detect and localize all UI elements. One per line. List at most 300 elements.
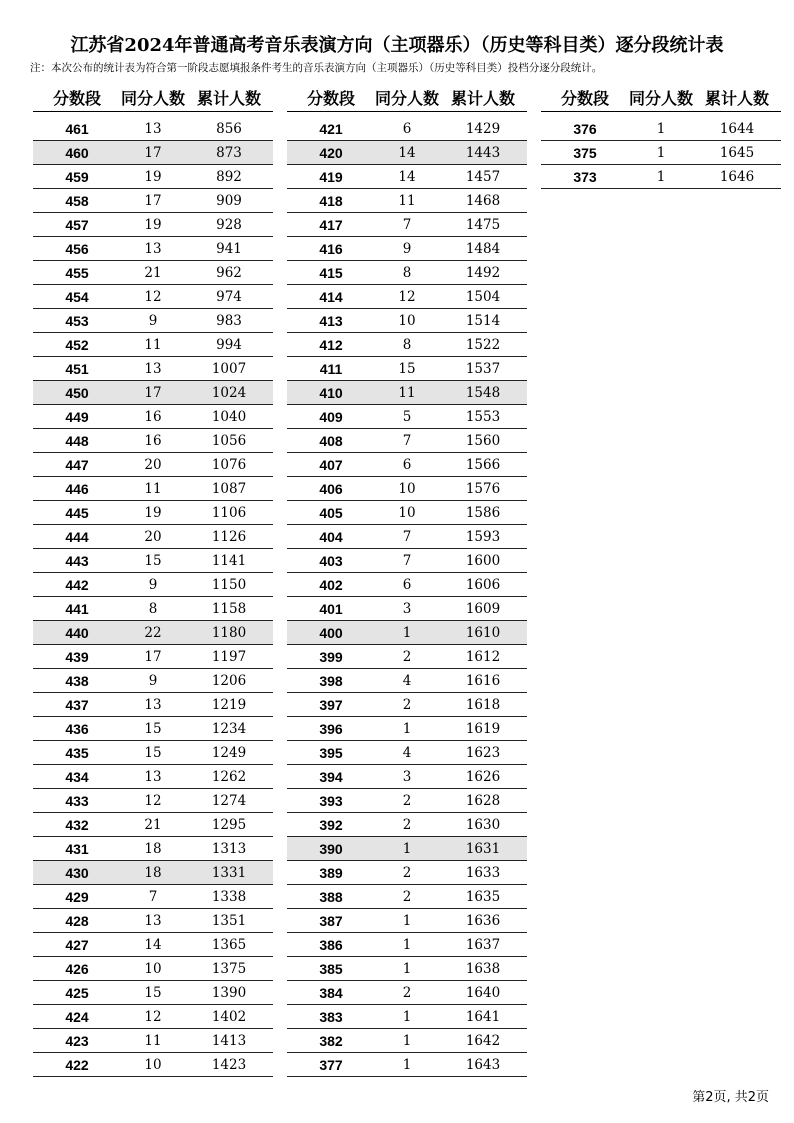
table-row: [33, 477, 273, 501]
cumulative-cell: 1600: [439, 549, 527, 573]
table-row: [287, 573, 527, 597]
count-cell: 6: [375, 117, 439, 141]
table-row: [287, 621, 527, 645]
count-cell: 14: [375, 165, 439, 189]
count-cell: 13: [121, 909, 185, 933]
count-cell: 14: [121, 933, 185, 957]
table-row: [33, 837, 273, 861]
score-cell: 433: [33, 789, 121, 813]
table-row: [287, 813, 527, 837]
score-cell: 415: [287, 261, 375, 285]
cumulative-cell: 1560: [439, 429, 527, 453]
score-cell: 387: [287, 909, 375, 933]
cumulative-cell: 994: [185, 333, 273, 357]
score-cell: 458: [33, 189, 121, 213]
header-count: 同分人数: [629, 84, 693, 112]
cumulative-cell: 1040: [185, 405, 273, 429]
score-cell: 461: [33, 117, 121, 141]
score-cell: 385: [287, 957, 375, 981]
cumulative-cell: 1576: [439, 477, 527, 501]
count-cell: 3: [375, 597, 439, 621]
table-row: [287, 741, 527, 765]
table-row: [287, 261, 527, 285]
score-cell: 435: [33, 741, 121, 765]
table-row: [33, 909, 273, 933]
count-cell: 18: [121, 837, 185, 861]
score-cell: 432: [33, 813, 121, 837]
score-cell: 428: [33, 909, 121, 933]
score-table-2: [287, 84, 527, 1077]
score-cell: 403: [287, 549, 375, 573]
header-cumulative: 累计人数: [185, 84, 273, 112]
count-cell: 1: [375, 957, 439, 981]
score-cell: 422: [33, 1053, 121, 1077]
cumulative-cell: 1351: [185, 909, 273, 933]
table-row: [287, 597, 527, 621]
table-row: [287, 789, 527, 813]
cumulative-cell: 1637: [439, 933, 527, 957]
count-cell: 1: [629, 117, 693, 141]
cumulative-cell: 1197: [185, 645, 273, 669]
table-row: [33, 621, 273, 645]
table-row: [287, 141, 527, 165]
count-cell: 1: [375, 933, 439, 957]
score-cell: 445: [33, 501, 121, 525]
score-cell: 409: [287, 405, 375, 429]
header-score: 分数段: [541, 84, 629, 112]
header-score: 分数段: [287, 84, 375, 112]
table-row: [33, 765, 273, 789]
score-cell: 388: [287, 885, 375, 909]
score-cell: 457: [33, 213, 121, 237]
table-row: [33, 885, 273, 909]
table-row: [33, 453, 273, 477]
count-cell: 13: [121, 237, 185, 261]
score-cell: 439: [33, 645, 121, 669]
score-cell: 426: [33, 957, 121, 981]
table-row: [33, 117, 273, 141]
table-row: [287, 165, 527, 189]
cumulative-cell: 1638: [439, 957, 527, 981]
table-row: [287, 717, 527, 741]
table-row: [287, 501, 527, 525]
score-cell: 393: [287, 789, 375, 813]
table-row: [33, 717, 273, 741]
count-cell: 2: [375, 693, 439, 717]
count-cell: 17: [121, 381, 185, 405]
table-row: [33, 213, 273, 237]
score-cell: 417: [287, 213, 375, 237]
score-cell: 375: [541, 141, 629, 165]
count-cell: 1: [375, 1053, 439, 1077]
count-cell: 1: [629, 141, 693, 165]
count-cell: 4: [375, 741, 439, 765]
cumulative-cell: 1630: [439, 813, 527, 837]
count-cell: 8: [121, 597, 185, 621]
count-cell: 15: [121, 717, 185, 741]
cumulative-cell: 1375: [185, 957, 273, 981]
score-cell: 376: [541, 117, 629, 141]
score-cell: 451: [33, 357, 121, 381]
cumulative-cell: 1443: [439, 141, 527, 165]
cumulative-cell: 1338: [185, 885, 273, 909]
table-row: [33, 525, 273, 549]
table-row: [287, 429, 527, 453]
count-cell: 6: [375, 573, 439, 597]
score-cell: 377: [287, 1053, 375, 1077]
table-row: [287, 117, 527, 141]
table-row: [287, 285, 527, 309]
score-cell: 454: [33, 285, 121, 309]
count-cell: 19: [121, 501, 185, 525]
count-cell: 10: [375, 501, 439, 525]
cumulative-cell: 1635: [439, 885, 527, 909]
table-row: [33, 285, 273, 309]
cumulative-cell: 1641: [439, 1005, 527, 1029]
count-cell: 1: [375, 717, 439, 741]
table-row: [33, 693, 273, 717]
count-cell: 7: [375, 213, 439, 237]
count-cell: 12: [375, 285, 439, 309]
table-row: [287, 549, 527, 573]
table-row: [33, 501, 273, 525]
score-cell: 431: [33, 837, 121, 861]
count-cell: 1: [375, 621, 439, 645]
score-cell: 389: [287, 861, 375, 885]
cumulative-cell: 1628: [439, 789, 527, 813]
table-row: [287, 1053, 527, 1077]
count-cell: 20: [121, 453, 185, 477]
count-cell: 13: [121, 693, 185, 717]
cumulative-cell: 1644: [693, 117, 781, 141]
count-cell: 10: [121, 1053, 185, 1077]
cumulative-cell: 1056: [185, 429, 273, 453]
table-row: [287, 477, 527, 501]
cumulative-cell: 1636: [439, 909, 527, 933]
cumulative-cell: 1633: [439, 861, 527, 885]
cumulative-cell: 1514: [439, 309, 527, 333]
table-row: [33, 309, 273, 333]
count-cell: 11: [121, 1029, 185, 1053]
score-cell: 429: [33, 885, 121, 909]
table-row: [33, 669, 273, 693]
table-row: [33, 933, 273, 957]
score-cell: 413: [287, 309, 375, 333]
count-cell: 10: [375, 309, 439, 333]
cumulative-cell: 1468: [439, 189, 527, 213]
table-row: [33, 813, 273, 837]
cumulative-cell: 1087: [185, 477, 273, 501]
count-cell: 2: [375, 885, 439, 909]
cumulative-cell: 1413: [185, 1029, 273, 1053]
count-cell: 9: [121, 309, 185, 333]
count-cell: 21: [121, 813, 185, 837]
cumulative-cell: 1295: [185, 813, 273, 837]
count-cell: 20: [121, 525, 185, 549]
score-cell: 414: [287, 285, 375, 309]
table-row: [287, 957, 527, 981]
cumulative-cell: 928: [185, 213, 273, 237]
cumulative-cell: 1262: [185, 765, 273, 789]
cumulative-cell: 1593: [439, 525, 527, 549]
table-row: [541, 141, 781, 165]
score-table-1: [33, 84, 273, 1077]
cumulative-cell: 1106: [185, 501, 273, 525]
table-row: [33, 189, 273, 213]
score-cell: 402: [287, 573, 375, 597]
table-row: [33, 549, 273, 573]
table-row: [541, 117, 781, 141]
cumulative-cell: 1390: [185, 981, 273, 1005]
score-cell: 404: [287, 525, 375, 549]
table-row: [33, 141, 273, 165]
table-row: [287, 885, 527, 909]
cumulative-cell: 1642: [439, 1029, 527, 1053]
cumulative-cell: 1504: [439, 285, 527, 309]
cumulative-cell: 1024: [185, 381, 273, 405]
table-row: [287, 981, 527, 1005]
score-cell: 424: [33, 1005, 121, 1029]
cumulative-cell: 1331: [185, 861, 273, 885]
cumulative-cell: 1492: [439, 261, 527, 285]
score-cell: 399: [287, 645, 375, 669]
score-cell: 440: [33, 621, 121, 645]
cumulative-cell: 1234: [185, 717, 273, 741]
score-cell: 442: [33, 573, 121, 597]
page-title: 江苏省2024年普通高考音乐表演方向（主项器乐）（历史等科目类）逐分段统计表: [70, 35, 724, 56]
score-cell: 396: [287, 717, 375, 741]
count-cell: 2: [375, 861, 439, 885]
score-cell: 382: [287, 1029, 375, 1053]
score-cell: 421: [287, 117, 375, 141]
cumulative-cell: 856: [185, 117, 273, 141]
score-cell: 418: [287, 189, 375, 213]
count-cell: 1: [629, 165, 693, 189]
cumulative-cell: 1206: [185, 669, 273, 693]
count-cell: 19: [121, 213, 185, 237]
cumulative-cell: 1076: [185, 453, 273, 477]
count-cell: 10: [121, 957, 185, 981]
score-cell: 434: [33, 765, 121, 789]
cumulative-cell: 1126: [185, 525, 273, 549]
score-cell: 401: [287, 597, 375, 621]
count-cell: 21: [121, 261, 185, 285]
score-cell: 405: [287, 501, 375, 525]
table-row: [287, 765, 527, 789]
score-cell: 397: [287, 693, 375, 717]
score-cell: 408: [287, 429, 375, 453]
cumulative-cell: 892: [185, 165, 273, 189]
table-row: [33, 405, 273, 429]
score-cell: 452: [33, 333, 121, 357]
count-cell: 14: [375, 141, 439, 165]
table-row: [33, 1005, 273, 1029]
score-cell: 448: [33, 429, 121, 453]
cumulative-cell: 1484: [439, 237, 527, 261]
table-row: [287, 933, 527, 957]
cumulative-cell: 983: [185, 309, 273, 333]
cumulative-cell: 1618: [439, 693, 527, 717]
header-cumulative: 累计人数: [693, 84, 781, 112]
cumulative-cell: 1645: [693, 141, 781, 165]
table-row: [287, 1029, 527, 1053]
cumulative-cell: 1423: [185, 1053, 273, 1077]
score-cell: 444: [33, 525, 121, 549]
score-cell: 384: [287, 981, 375, 1005]
cumulative-cell: 1640: [439, 981, 527, 1005]
table-row: [33, 357, 273, 381]
count-cell: 7: [121, 885, 185, 909]
cumulative-cell: 1623: [439, 741, 527, 765]
score-cell: 423: [33, 1029, 121, 1053]
table-row: [33, 1029, 273, 1053]
cumulative-cell: 909: [185, 189, 273, 213]
table-row: [33, 741, 273, 765]
count-cell: 7: [375, 429, 439, 453]
count-cell: 19: [121, 165, 185, 189]
table-row: [287, 237, 527, 261]
note-text: 注：本次公布的统计表为符合第一阶段志愿填报条件考生的音乐表演方向（主项器乐）（历史等科目类）投档分逐分段统计。: [30, 62, 603, 74]
count-cell: 11: [121, 333, 185, 357]
score-cell: 386: [287, 933, 375, 957]
table-row: [33, 333, 273, 357]
table-row: [33, 261, 273, 285]
score-cell: 427: [33, 933, 121, 957]
header-count: 同分人数: [121, 84, 185, 112]
count-cell: 13: [121, 117, 185, 141]
cumulative-cell: 1646: [693, 165, 781, 189]
table-row: [33, 957, 273, 981]
table-row: [33, 1053, 273, 1077]
cumulative-cell: 1402: [185, 1005, 273, 1029]
count-cell: 11: [375, 381, 439, 405]
cumulative-cell: 974: [185, 285, 273, 309]
count-cell: 6: [375, 453, 439, 477]
count-cell: 18: [121, 861, 185, 885]
count-cell: 2: [375, 981, 439, 1005]
count-cell: 13: [121, 357, 185, 381]
score-cell: 453: [33, 309, 121, 333]
score-cell: 398: [287, 669, 375, 693]
header-score: 分数段: [33, 84, 121, 112]
table-row: [287, 309, 527, 333]
count-cell: 1: [375, 909, 439, 933]
score-cell: 390: [287, 837, 375, 861]
score-cell: 455: [33, 261, 121, 285]
score-cell: 425: [33, 981, 121, 1005]
score-cell: 437: [33, 693, 121, 717]
score-cell: 419: [287, 165, 375, 189]
table-row: [287, 357, 527, 381]
cumulative-cell: 1566: [439, 453, 527, 477]
score-cell: 373: [541, 165, 629, 189]
table-row: [33, 861, 273, 885]
cumulative-cell: 1631: [439, 837, 527, 861]
cumulative-cell: 1457: [439, 165, 527, 189]
score-cell: 456: [33, 237, 121, 261]
count-cell: 1: [375, 1029, 439, 1053]
score-cell: 443: [33, 549, 121, 573]
cumulative-cell: 1522: [439, 333, 527, 357]
header-count: 同分人数: [375, 84, 439, 112]
page-number: 第2页, 共2页: [692, 1090, 769, 1105]
cumulative-cell: 941: [185, 237, 273, 261]
cumulative-cell: 1548: [439, 381, 527, 405]
score-cell: 447: [33, 453, 121, 477]
score-cell: 420: [287, 141, 375, 165]
cumulative-cell: 1606: [439, 573, 527, 597]
count-cell: 15: [121, 549, 185, 573]
cumulative-cell: 1612: [439, 645, 527, 669]
count-cell: 2: [375, 789, 439, 813]
table-row: [33, 573, 273, 597]
table-row: [33, 645, 273, 669]
score-cell: 441: [33, 597, 121, 621]
score-cell: 394: [287, 765, 375, 789]
count-cell: 8: [375, 261, 439, 285]
count-cell: 15: [375, 357, 439, 381]
table-row: [287, 189, 527, 213]
score-cell: 446: [33, 477, 121, 501]
table-row: [33, 981, 273, 1005]
count-cell: 9: [375, 237, 439, 261]
table-row: [287, 693, 527, 717]
count-cell: 15: [121, 741, 185, 765]
score-cell: 460: [33, 141, 121, 165]
score-cell: 392: [287, 813, 375, 837]
table-row: [287, 213, 527, 237]
count-cell: 8: [375, 333, 439, 357]
score-cell: 416: [287, 237, 375, 261]
count-cell: 9: [121, 573, 185, 597]
score-cell: 438: [33, 669, 121, 693]
table-row: [287, 381, 527, 405]
table-row: [33, 165, 273, 189]
score-cell: 436: [33, 717, 121, 741]
count-cell: 12: [121, 1005, 185, 1029]
count-cell: 11: [375, 189, 439, 213]
count-cell: 11: [121, 477, 185, 501]
table-row: [287, 669, 527, 693]
count-cell: 4: [375, 669, 439, 693]
table-row: [287, 453, 527, 477]
cumulative-cell: 1007: [185, 357, 273, 381]
score-cell: 430: [33, 861, 121, 885]
table-row: [287, 645, 527, 669]
cumulative-cell: 1586: [439, 501, 527, 525]
table-row: [287, 861, 527, 885]
table-row: [287, 525, 527, 549]
count-cell: 17: [121, 141, 185, 165]
score-cell: 449: [33, 405, 121, 429]
table-row: [287, 1005, 527, 1029]
score-table-3: [541, 84, 781, 189]
cumulative-cell: 1180: [185, 621, 273, 645]
count-cell: 2: [375, 813, 439, 837]
count-cell: 2: [375, 645, 439, 669]
score-cell: 459: [33, 165, 121, 189]
count-cell: 9: [121, 669, 185, 693]
score-cell: 407: [287, 453, 375, 477]
score-cell: 412: [287, 333, 375, 357]
count-cell: 22: [121, 621, 185, 645]
count-cell: 12: [121, 789, 185, 813]
cumulative-cell: 1365: [185, 933, 273, 957]
cumulative-cell: 1249: [185, 741, 273, 765]
table-row: [33, 597, 273, 621]
cumulative-cell: 1619: [439, 717, 527, 741]
cumulative-cell: 1610: [439, 621, 527, 645]
